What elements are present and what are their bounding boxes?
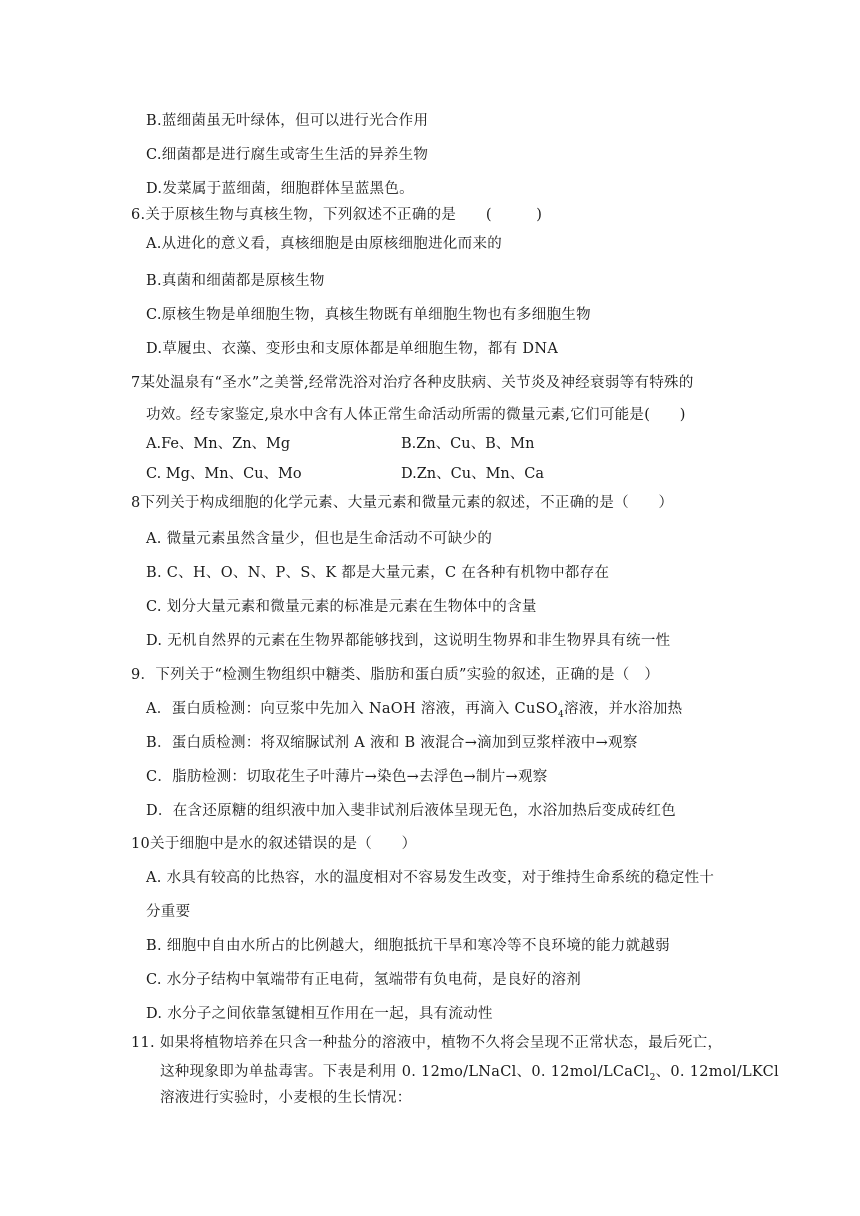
q8-stem: 8下列关于构成细胞的化学元素、大量元素和微量元素的叙述，不正确的是（ ） xyxy=(131,495,674,511)
q8-option-c: C. 划分大量元素和微量元素的标准是元素在生物体中的含量 xyxy=(146,599,537,615)
q6-option-c: C.原核生物是单细胞生物，真核生物既有单细胞生物也有多细胞生物 xyxy=(146,307,591,323)
q11-stem-line2-text: 这种现象即为单盐毒害。下表是利用 0. 12mo/LNaCl、0. 12mol/LCaCl xyxy=(160,1064,650,1080)
q6-option-a: A.从进化的意义看，真核细胞是由原核细胞进化而来的 xyxy=(146,236,503,252)
q5-option-b: B.蓝细菌虽无叶绿体，但可以进行光合作用 xyxy=(146,113,429,129)
q10-stem: 10关于细胞中是水的叙述错误的是（ ） xyxy=(131,836,417,852)
q8-option-b: B. C、H、O、N、P、S、K 都是大量元素，C 在各种有机物中都存在 xyxy=(146,565,610,581)
q11-stem-line2 xyxy=(160,1062,779,1088)
q7-option-c: C. Mg、Mn、Cu、Mo xyxy=(146,466,302,482)
q7-option-d: D.Zn、Cu、Mn、Ca xyxy=(401,466,544,482)
q11-stem-line2-tail: 、0. 12mol/LKCl xyxy=(655,1064,779,1080)
q6-option-b: B.真菌和细菌都是原核生物 xyxy=(146,273,325,289)
q9-option-b: B．蛋白质检测：将双缩脲试剂 A 液和 B 液混合→滴加到豆浆样液中→观察 xyxy=(146,735,638,751)
q11-stem-line2-subscript: 2 xyxy=(649,1072,656,1083)
q11-stem-line3: 溶液进行实验时，小麦根的生长情况： xyxy=(160,1090,412,1106)
q9-option-a-tail: 溶液，并水浴加热 xyxy=(564,701,683,717)
q9-option-d: D．在含还原糖的组织液中加入斐非试剂后液体呈现无色，水浴加热后变成砖红色 xyxy=(146,803,676,819)
q6-stem: 6.关于原核生物与真核生物，下列叙述不正确的是 ( ) xyxy=(131,207,543,223)
q11-stem-line1: 11. 如果将植物培养在只含一种盐分的溶液中，植物不久将会呈现不正常状态，最后死亡， xyxy=(131,1035,723,1051)
q9-option-a-subscript: 4 xyxy=(558,709,565,720)
q10-option-d: D. 水分子之间依靠氢键相互作用在一起，具有流动性 xyxy=(146,1006,493,1022)
q6-option-d: D.草履虫、衣藻、变形虫和支原体都是单细胞生物，都有 DNA xyxy=(146,341,559,357)
q9-option-a-text: A．蛋白质检测：向豆浆中先加入 NaOH 溶液，再滴入 CuSO xyxy=(146,701,559,717)
q7-stem-line1: 7某处温泉有“圣水”之美誉,经常洗浴对治疗各种皮肤病、关节炎及神经衰弱等有特殊的 xyxy=(131,375,694,391)
q8-option-d: D. 无机自然界的元素在生物界都能够找到，这说明生物界和非生物界具有统一性 xyxy=(146,633,671,649)
q5-option-d: D.发菜属于蓝细菌，细胞群体呈蓝黑色。 xyxy=(146,181,414,197)
q10-option-a-line1: A. 水具有较高的比热容，水的温度相对不容易发生改变，对于维持生命系统的稳定性十 xyxy=(146,870,715,886)
q8-option-a: A. 微量元素虽然含量少，但也是生命活动不可缺少的 xyxy=(146,531,493,547)
q7-option-a: A.Fe、Mn、Zn、Mg xyxy=(146,436,291,452)
q9-stem: 9．下列关于“检测生物组织中糖类、脂肪和蛋白质”实验的叙述，正确的是（ ） xyxy=(131,667,660,683)
q10-option-c: C. 水分子结构中氧端带有正电荷，氢端带有负电荷，是良好的溶剂 xyxy=(146,972,582,988)
q9-option-c: C．脂肪检测：切取花生子叶薄片→染色→去浮色→制片→观察 xyxy=(146,769,548,785)
q10-option-a-line2: 分重要 xyxy=(146,904,191,920)
q5-option-c: C.细菌都是进行腐生或寄生生活的异养生物 xyxy=(146,147,429,163)
q7-option-b: B.Zn、Cu、B、Mn xyxy=(401,436,535,452)
q7-stem-line2: 功效。经专家鉴定,泉水中含有人体正常生命活动所需的微量元素,它们可能是( ) xyxy=(146,407,686,423)
q10-option-b: B. 细胞中自由水所占的比例越大，细胞抵抗干旱和寒冷等不良环境的能力就越弱 xyxy=(146,938,670,954)
q9-option-a xyxy=(146,699,682,725)
